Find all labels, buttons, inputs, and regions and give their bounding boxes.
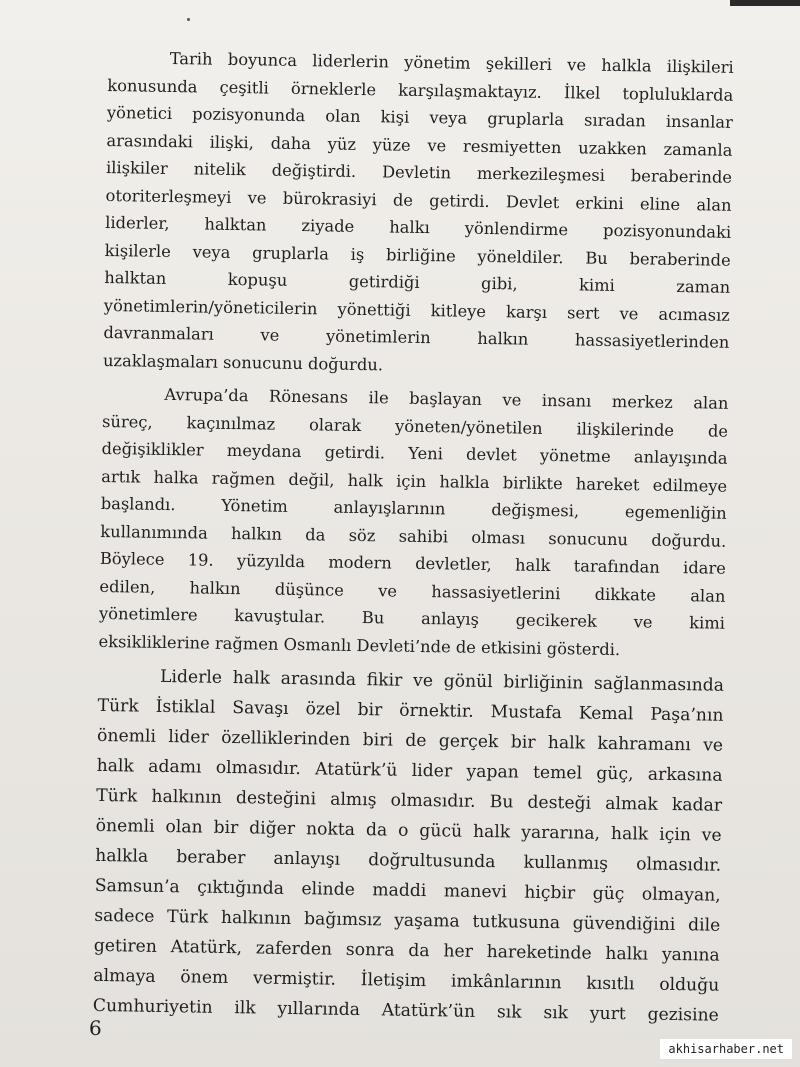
text-line: sadece Türk halkının bağımsız yaşama tutkusuna güvendiğini dile bbox=[94, 905, 721, 936]
page-number: 6 bbox=[89, 1016, 102, 1040]
page-text-body bbox=[93, 44, 734, 1031]
text-line: konusunda çeşitli örneklerle karşılaşmaktayız. İlkel topluluklarda bbox=[107, 75, 734, 105]
text-line: getiren Atatürk, zaferden sonra da her hareketinde halkı yanına bbox=[93, 935, 720, 966]
paragraph-1 bbox=[103, 44, 734, 384]
text-line: almaya önem vermiştir. İletişim imkânlarının kısıtlı olduğu bbox=[93, 965, 720, 996]
text-line: liderler, halktan ziyade halkı yönlendirme pozisyonundaki bbox=[105, 212, 732, 242]
text-line: Cumhuriyetin ilk yıllarında Atatürk’ün sık sık yurt gezisine bbox=[92, 995, 719, 1026]
text-line: artık halka rağmen değil, halk için halkla birlikte hareket edilmeye bbox=[101, 466, 728, 496]
text-line: önemli olan bir diğer nokta da o gücü halk yararına, halk için ve bbox=[95, 815, 722, 846]
text-line: ilişkiler nitelik değiştirdi. Devletin merkezileşmesi beraberinde bbox=[105, 157, 733, 187]
paragraph-3 bbox=[93, 661, 725, 1031]
text-line: otoriterleşmeyi ve bürokrasiyi de getirdi. Devlet erkini eline alan bbox=[105, 185, 732, 215]
page-edge-shadow bbox=[730, 0, 800, 6]
text-line: edilen, halkın düşünce ve hassasiyetlerini dikkate alan bbox=[99, 576, 726, 606]
text-line: uzaklaşmaları sonucunu doğurdu. bbox=[102, 350, 384, 374]
source-watermark: akhisarhaber.net bbox=[660, 1039, 792, 1059]
text-line: Türk İstiklal Savaşı özel bir örnektir. Mustafa Kemal Paşa’nın bbox=[97, 695, 724, 726]
text-line: Böylece 19. yüzyılda modern devletler, halk tarafından idare bbox=[99, 548, 726, 578]
text-line: kişilerle veya gruplarla iş birliğine yöneldiler. Bu beraberinde bbox=[104, 240, 731, 270]
text-line: Avrupa’da Rönesans ile başlayan ve insanı merkez alan bbox=[164, 384, 729, 413]
text-line: Tarih boyunca liderlerin yönetim şekilleri ve halkla ilişkileri bbox=[169, 48, 734, 77]
paragraph-2 bbox=[98, 380, 728, 665]
paper-speck bbox=[187, 18, 190, 21]
text-line: davranmaları ve yönetimlerin halkın hassasiyetlerinden bbox=[103, 322, 730, 352]
text-line: eksikliklerine rağmen Osmanlı Devleti’nde de etkisini gösterdi. bbox=[98, 631, 621, 659]
text-line: yönetici pozisyonunda olan kişi veya gruplarla sıradan insanlar bbox=[106, 102, 733, 132]
text-line: halktan kopuşu getirdiği gibi, kimi zaman bbox=[104, 267, 731, 297]
text-line: yönetimlerin/yöneticilerin yönettiği kitleye karşı sert ve acımasız bbox=[103, 295, 730, 325]
text-line: süreç, kaçınılmaz olarak yöneten/yönetilen ilişkilerinde de bbox=[101, 411, 729, 441]
text-line: yönetimlere kavuştular. Bu anlayış gecikerek ve kimi bbox=[98, 603, 726, 633]
text-line: önemli lider özelliklerinden biri de gerçek bir halk kahramanı ve bbox=[96, 725, 724, 756]
text-line: halk adamı olmasıdır. Atatürk’ü lider yapan temel güç, arkasına bbox=[96, 755, 723, 786]
text-line: Türk halkının desteğini almış olmasıdır. Bu desteği almak kadar bbox=[96, 785, 723, 816]
text-line: arasındaki ilişki, daha yüz yüze ve resmiyetten uzakken zamanla bbox=[106, 130, 733, 160]
text-line: kullanımında halkın da söz sahibi olması sonucunu doğurdu. bbox=[100, 521, 727, 551]
text-line: başlandı. Yönetim anlayışlarının değişmesi, egemenliğin bbox=[100, 493, 727, 523]
text-line: Liderle halk arasında fikir ve gönül birliğinin sağlanmasında bbox=[159, 666, 725, 696]
text-line: halkla beraber anlayışı doğrultusunda kullanmış olmasıdır. bbox=[95, 845, 722, 876]
text-line: değişiklikler meydana getirdi. Yeni devlet yönetme anlayışında bbox=[101, 438, 728, 468]
text-line: Samsun’a çıktığında elinde maddi manevi hiçbir güç olmayan, bbox=[94, 875, 721, 906]
